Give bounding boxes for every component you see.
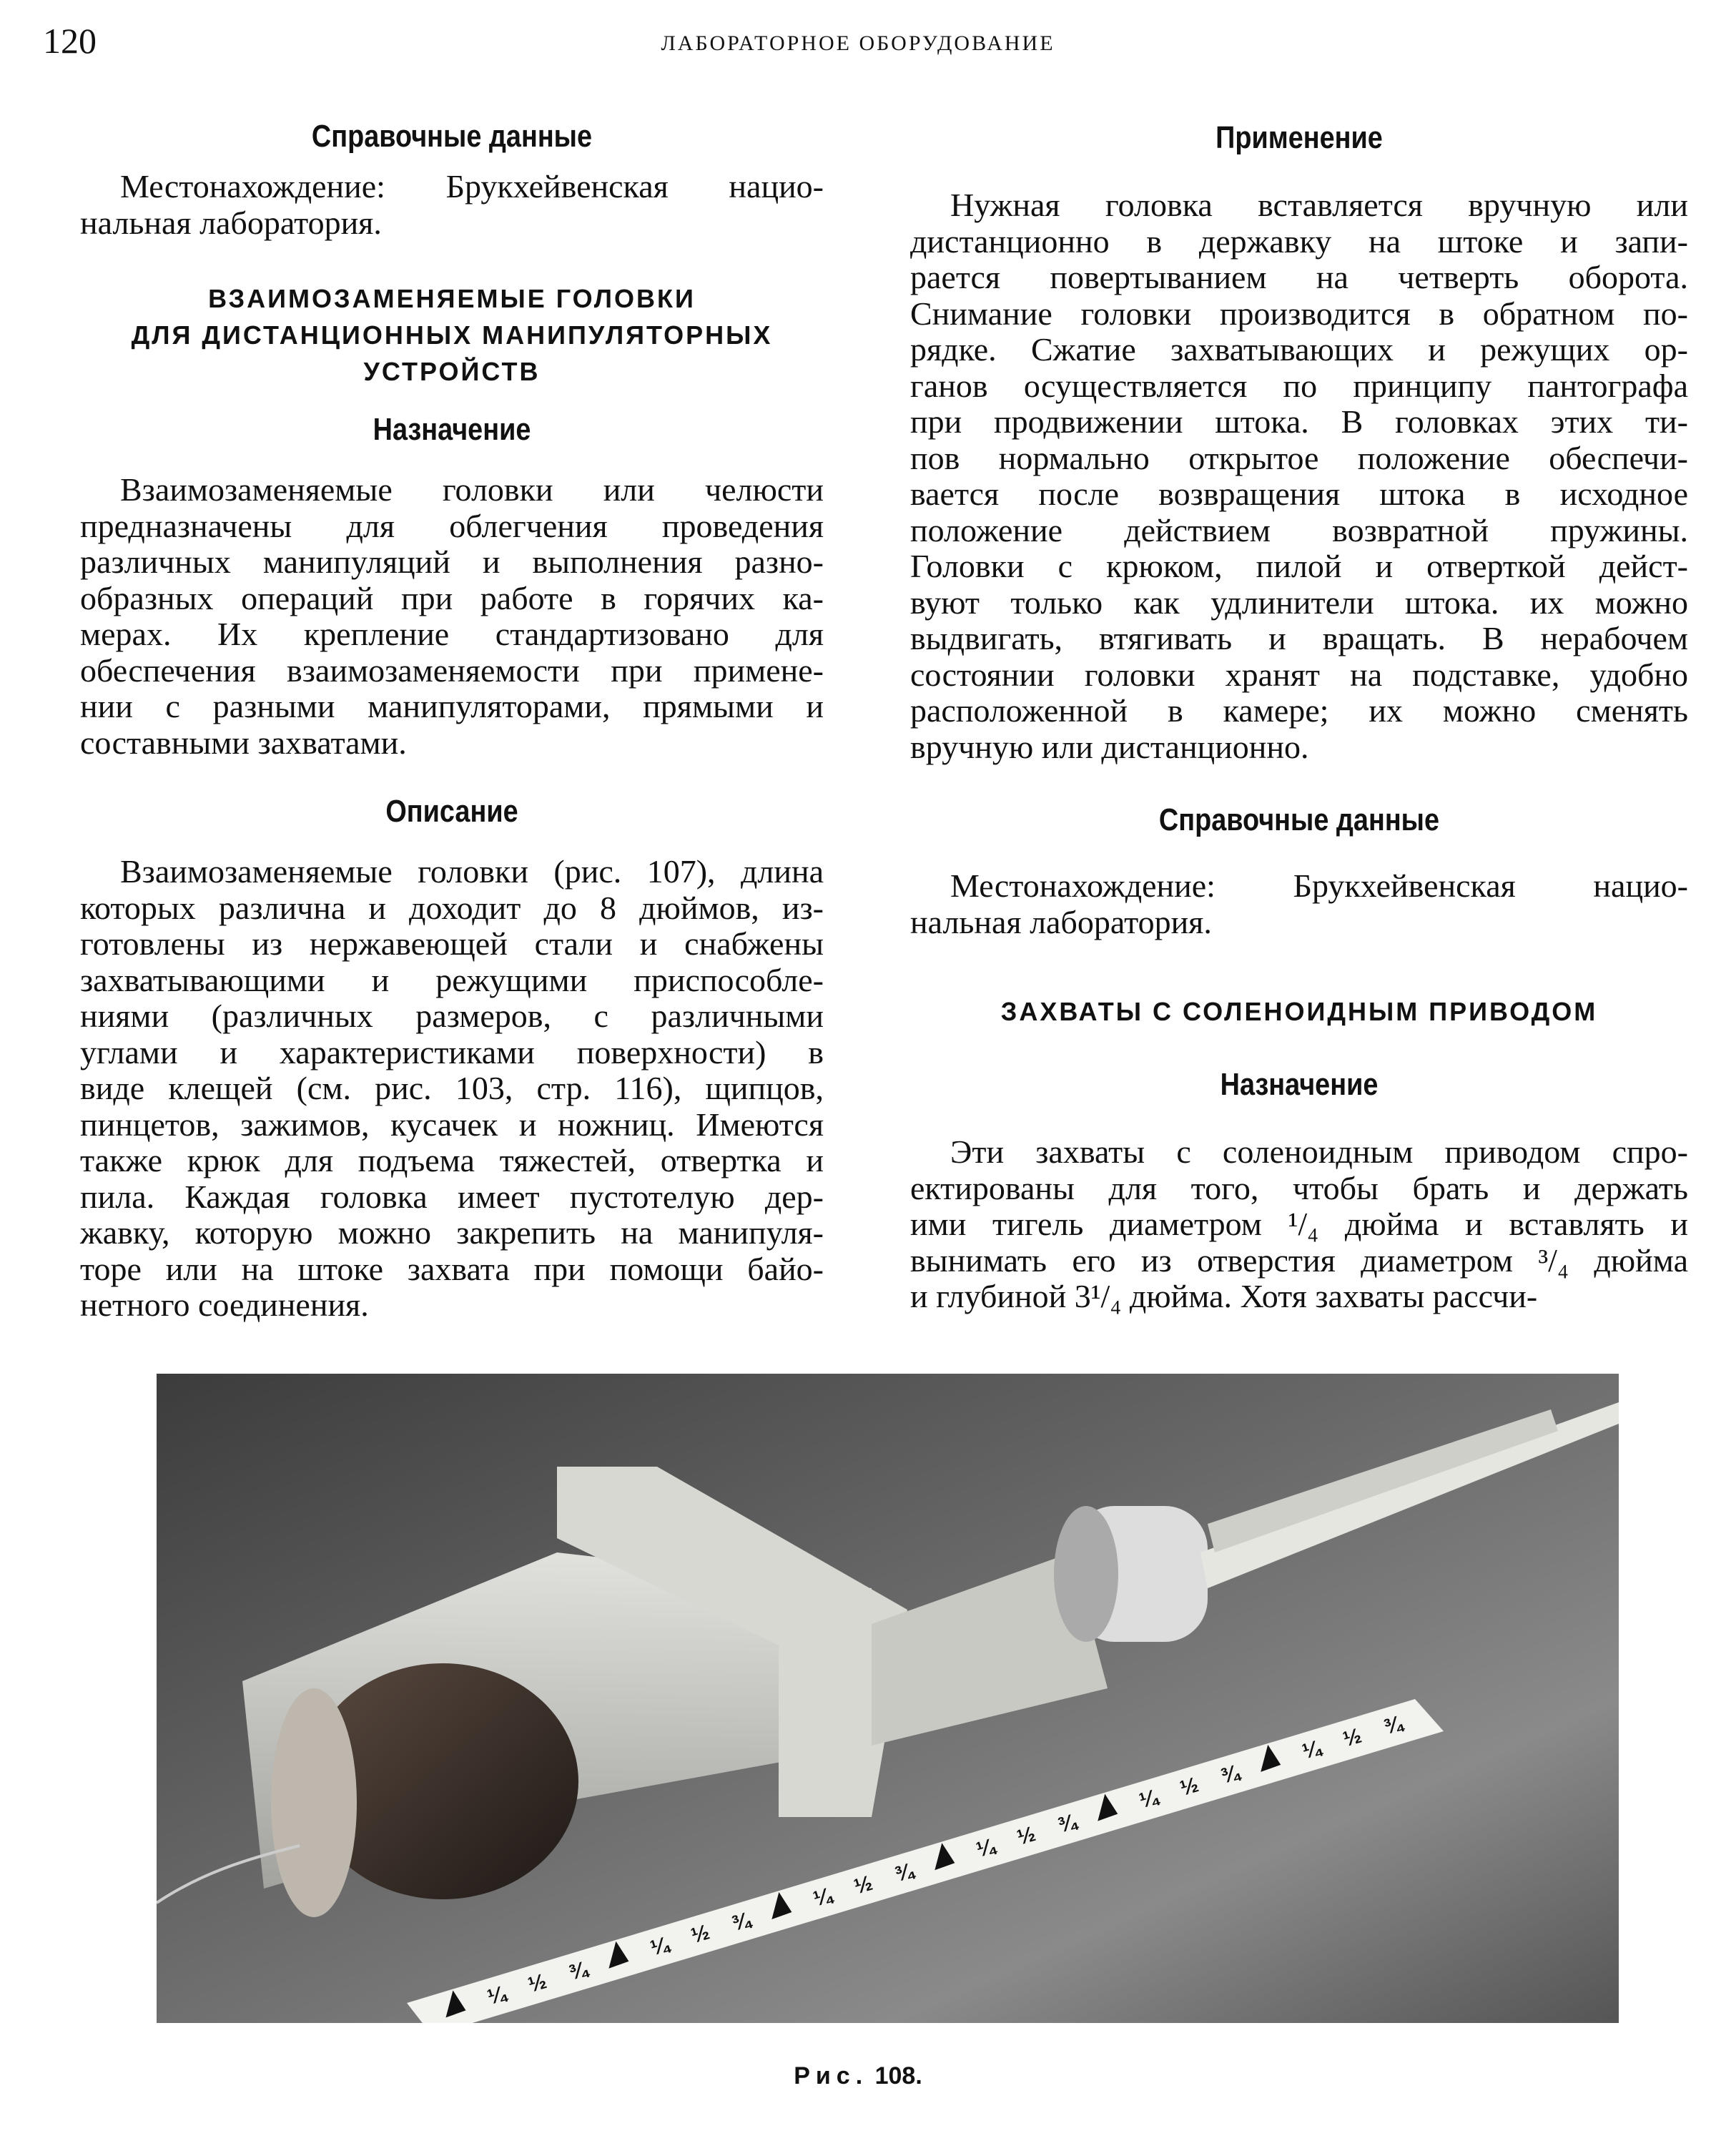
- left-ref-heading: Справочные данные: [311, 119, 593, 154]
- text-line: вручную или дистанционно.: [910, 728, 1309, 765]
- left-purpose-paragraph: [80, 472, 824, 761]
- text-line: Нужная головка вставляется вручную или: [950, 187, 1688, 223]
- text-line: пов нормально открытое положение обеспечи-: [910, 439, 1688, 476]
- text-line: обеспечения взаимозаменяемости при примене-: [80, 651, 824, 689]
- left-purpose-heading: Назначение: [373, 412, 531, 447]
- text-line: выдвигать, втягивать и вращать. В нерабочем: [910, 620, 1688, 656]
- text-line: при продвижении штока. В головках этих ти-: [910, 403, 1688, 440]
- right-purpose-paragraph: [910, 1134, 1688, 1315]
- text-line: ими тигель диаметром ¹/₄ дюйма и вставлять и: [910, 1206, 1688, 1242]
- text-line: положение действием возвратной пружины.: [910, 511, 1688, 548]
- text-line: ЗАХВАТЫ С СОЛЕНОИДНЫМ ПРИВОДОМ: [1000, 997, 1598, 1026]
- left-ref-paragraph: [80, 169, 824, 241]
- text-line: пила. Каждая головка имеет пустотелую дер-: [80, 1178, 824, 1215]
- ruler-mark: ¾: [1218, 1761, 1243, 1788]
- ruler-mark: ¾: [1381, 1711, 1406, 1740]
- ruler-mark: ¼: [973, 1834, 998, 1862]
- usage-heading: Применение: [1216, 120, 1383, 155]
- text-line: УСТРОЙСТВ: [363, 357, 541, 386]
- text-line: Взаимозаменяемые головки или челюсти: [120, 471, 824, 508]
- text-line: предназначены для облегчения проведения: [80, 507, 824, 544]
- right-ref-heading: Справочные данные: [1158, 802, 1440, 837]
- right-purpose-heading: Назначение: [1220, 1067, 1379, 1102]
- ruler-mark: ¾: [566, 1956, 591, 1985]
- description-heading: Описание: [385, 794, 518, 829]
- text-line: виде клещей (см. рис. 103, стр. 116), щипцов,: [80, 1070, 824, 1106]
- text-line: вынимать его из отверстия диаметром ³/₄ дюйма: [910, 1241, 1688, 1279]
- text-line: нальная лаборатория.: [80, 204, 382, 241]
- text-line: также крюк для подъема тяжестей, отвертка и: [80, 1142, 824, 1178]
- text-line: жавку, которую можно закрепить на манипуля-: [80, 1214, 824, 1251]
- ruler-mark: ¼: [647, 1932, 672, 1961]
- text-line: составными захватами.: [80, 724, 407, 761]
- page-number: 120: [43, 21, 97, 61]
- ruler-mark: ½: [688, 1920, 713, 1949]
- text-line: Эти захваты с соленоидным приводом спро-: [950, 1133, 1688, 1170]
- text-line: образных операций при работе в горячих ка-: [80, 579, 824, 616]
- ruler-mark: ¾: [1055, 1809, 1080, 1838]
- ruler-mark: ½: [851, 1871, 876, 1899]
- text-line: состоянии головки хранят на подставке, удобно: [910, 656, 1688, 693]
- text-line: и глубиной 3¹/₄ дюйма. Хотя захваты рассчи-: [910, 1278, 1538, 1314]
- ruler-mark: ¼: [484, 1982, 509, 2010]
- figure-108-photo: [157, 1374, 1619, 2023]
- text-line: углами и характеристиками поверхности) в: [80, 1033, 824, 1070]
- text-line: Взаимозаменяемые головки (рис. 107), длина: [120, 853, 824, 890]
- ruler-mark: ½: [1177, 1773, 1202, 1801]
- ruler-mark: ¾: [729, 1908, 754, 1936]
- text-line: захватывающими и режущими приспособле-: [80, 961, 824, 998]
- caption-prefix: Рис.: [794, 2062, 869, 2089]
- description-paragraph: [80, 854, 824, 1324]
- text-line: расположенной в камере; их можно сменять: [910, 692, 1688, 729]
- text-line: торе или на штоке захвата при помощи байо-: [80, 1250, 824, 1287]
- ruler-mark: ½: [1014, 1822, 1039, 1850]
- text-line: которых различна и доходит до 8 дюймов, из-: [80, 889, 824, 926]
- text-line: Местонахождение: Брукхейвенская нацио-: [950, 867, 1688, 904]
- text-line: ДЛЯ ДИСТАНЦИОННЫХ МАНИПУЛЯТОРНЫХ: [131, 320, 773, 350]
- text-line: вуют только как удлинители штока. их можно: [910, 584, 1688, 621]
- text-line: Снимание головки производится в обратном по-: [910, 295, 1688, 332]
- usage-paragraph: [910, 187, 1688, 765]
- text-line: различных манипуляций и выполнения разно-: [80, 543, 824, 580]
- text-line: мерах. Их крепление стандартизовано для: [80, 616, 824, 652]
- text-line: рядке. Сжатие захватывающих и режущих ор-: [910, 331, 1688, 368]
- caption-number: 108.: [874, 2062, 922, 2089]
- text-line: ектированы для того, чтобы брать и держать: [910, 1169, 1688, 1206]
- text-line: нальная лаборатория.: [910, 903, 1212, 940]
- text-line: пинцетов, зажимов, кусачек и ножниц. Имеются: [80, 1106, 824, 1143]
- right-ref-paragraph: [910, 868, 1688, 940]
- ruler-mark: ¾: [892, 1859, 917, 1887]
- text-line: Головки с крюком, пилой и отверткой дейст-: [910, 548, 1688, 584]
- text-line: рается повертыванием на четверть оборота.: [910, 259, 1688, 295]
- text-line: готовлены из нержавеющей стали и снабжены: [80, 925, 824, 962]
- ruler-mark: ½: [1340, 1723, 1365, 1752]
- ruler-mark: ¼: [810, 1883, 835, 1911]
- running-title: ЛАБОРАТОРНОЕ ОБОРУДОВАНИЕ: [661, 31, 1055, 55]
- text-line: дистанционно в державку на штоке и запи-: [910, 222, 1688, 260]
- right-section-title: [910, 993, 1688, 1030]
- left-section-title: [80, 280, 824, 390]
- text-line: ниями (различных размеров, с различными: [80, 998, 824, 1034]
- figure-caption: [0, 2062, 1716, 2090]
- ruler-mark: ½: [525, 1969, 550, 1997]
- text-line: Местонахождение: Брукхейвенская нацио-: [120, 168, 824, 205]
- text-line: ганов осуществляется по принципу пантографа: [910, 367, 1688, 404]
- text-line: нии с разными манипуляторами, прямыми и: [80, 688, 824, 724]
- ruler-mark: ¼: [1299, 1736, 1324, 1764]
- text-line: вается после возвращения штока в исходное: [910, 476, 1688, 512]
- text-line: нетного соединения.: [80, 1286, 369, 1323]
- ruler-mark: ¼: [1136, 1785, 1161, 1813]
- text-line: ВЗАИМОЗАМЕНЯЕМЫЕ ГОЛОВКИ: [208, 284, 696, 313]
